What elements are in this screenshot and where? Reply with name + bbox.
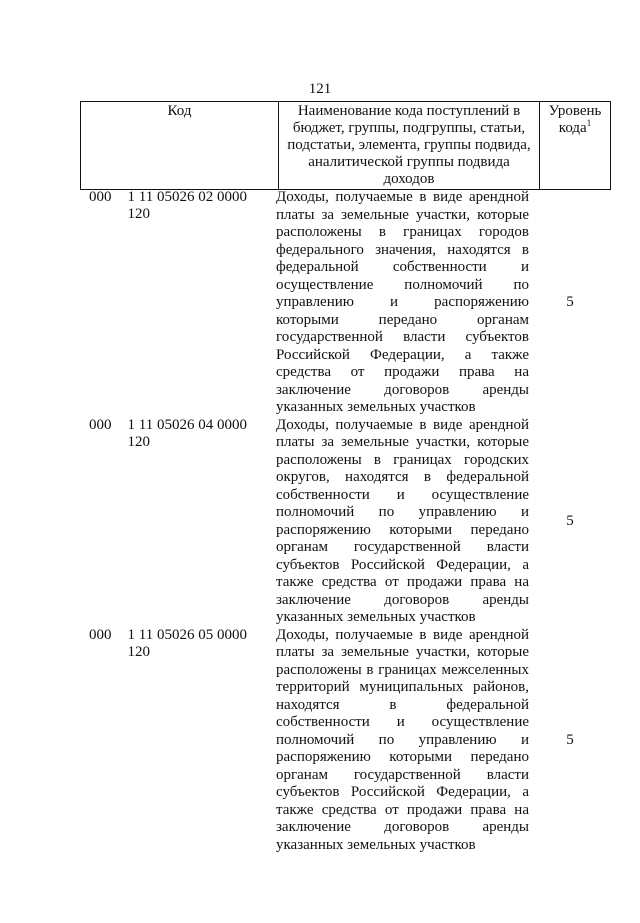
header-level: Уровень кода	[548, 103, 602, 136]
income-code: 1 11 05026 04 0000 120	[127, 416, 247, 450]
table-header	[80, 101, 611, 190]
level-value: 5	[566, 731, 574, 748]
income-code: 1 11 05026 05 0000 120	[127, 626, 247, 660]
page-number: 121	[308, 81, 332, 97]
table-row	[80, 627, 611, 855]
table-body	[80, 189, 611, 854]
income-description: Доходы, получаемые в виде арендной платы за земельные участки, которые расположены в границах городов федерального значения, находятся в федеральной собственности и осуществление полномочий по управлению и распоряжению которыми передано органам государственной власти субъектов Российской Федерации, а также средства от продажи права на заключение договоров аренды указанных земельных участков	[276, 189, 529, 415]
header-name: Наименование кода поступлений в бюджет, группы, подгруппы, статьи, подстатьи, элемента, группы подвида, аналитической группы подвида доходов	[279, 102, 540, 190]
code-cell	[80, 627, 273, 855]
admin-code: 000	[89, 189, 112, 205]
code-cell	[80, 189, 273, 417]
admin-code: 000	[89, 416, 112, 433]
header-level-cell	[540, 102, 611, 190]
level-value: 5	[566, 513, 574, 529]
header-code: Код	[81, 102, 279, 190]
income-description: Доходы, получаемые в виде арендной платы за земельные участки, которые расположены в границах городских округов, находятся в федеральной собственности и осуществление полномочий по управлению и распоряжению которыми передано органам государственной власти субъектов Российской Федерации, а также средства от продажи права на заключение договоров аренды указанных земельных участков	[276, 416, 529, 625]
header-level-footnote: 1	[586, 118, 592, 128]
income-code: 1 11 05026 02 0000 120	[127, 189, 247, 222]
table-row	[80, 189, 611, 417]
level-value: 5	[566, 294, 574, 311]
income-description: Доходы, получаемые в виде арендной платы за земельные участки, которые расположены в границах межселенных территорий муниципальных районов, находятся в федеральной собственности и осуществление полномочий по управлению и распоряжению которыми передано органам государственной власти субъектов Российской Федерации, а также средства от продажи права на заключение договоров аренды указанных земельных участков	[276, 626, 529, 853]
table-row	[80, 417, 611, 627]
admin-code: 000	[89, 626, 112, 643]
code-cell	[80, 417, 273, 627]
